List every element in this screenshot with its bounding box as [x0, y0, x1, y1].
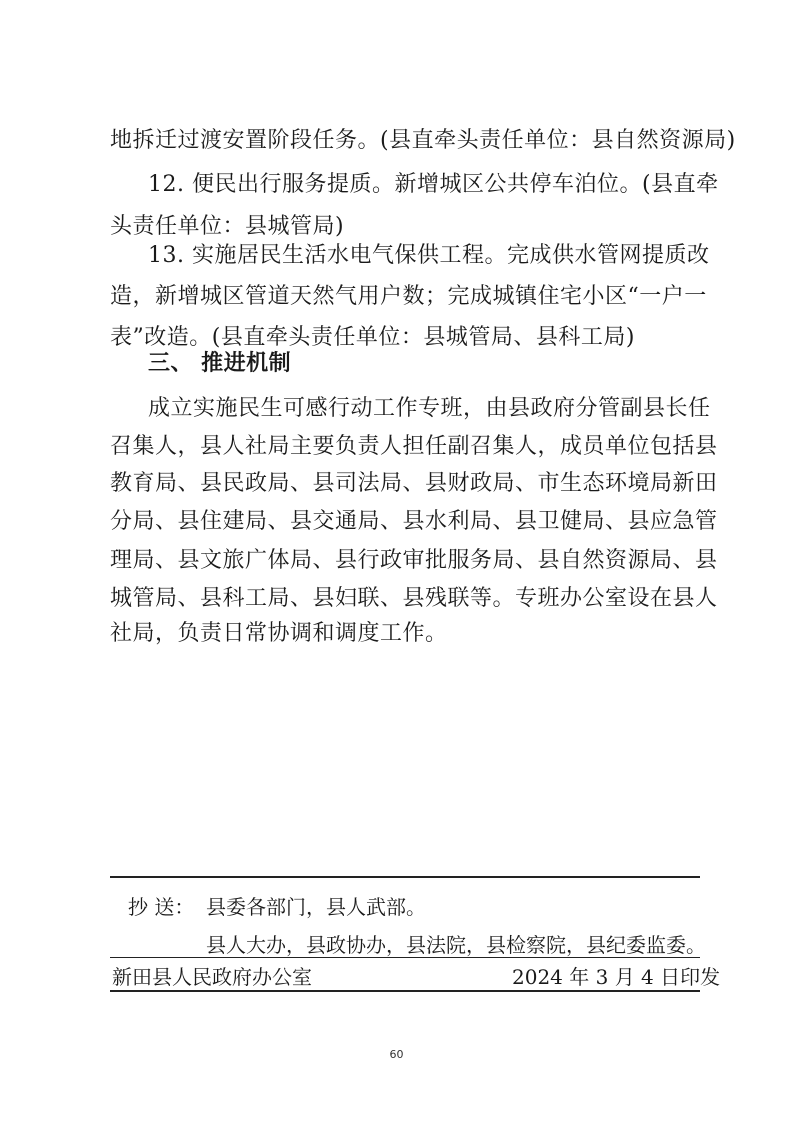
page-number: 60	[389, 1048, 404, 1061]
cc-label: 抄 送：	[128, 895, 195, 919]
body-line-2: 12. 便民出行服务提质。新增城区公共停车泊位。(县直牵	[148, 172, 719, 197]
issuer-name: 新田县人民政府办公室	[112, 965, 312, 989]
cc-line-2: 县人大办，县政协办，县法院，县检察院，县纪委监委。	[206, 933, 706, 957]
body-line-8: 成立实施民生可感行动工作专班，由县政府分管副县长任	[148, 396, 711, 421]
body-line-5: 造，新增城区管道天然气用户数；完成城镇住宅小区“一户一	[110, 284, 707, 309]
issue-date: 2024 年 3 月 4 日印发	[512, 965, 721, 989]
body-line-12: 理局、县文旅广体局、县行政审批服务局、县自然资源局、县	[110, 548, 718, 573]
body-line-3: 头责任单位：县城管局)	[110, 214, 345, 239]
body-line-4: 13. 实施居民生活水电气保供工程。完成供水管网提质改	[148, 243, 710, 268]
footer-middle-rule	[110, 957, 700, 958]
body-line-10: 教育局、县民政局、县司法局、县财政局、市生态环境局新田	[110, 471, 718, 496]
body-line-9: 召集人，县人社局主要负责人担任副召集人，成员单位包括县	[110, 434, 718, 459]
body-line-13: 城管局、县科工局、县妇联、县残联等。专班办公室设在县人	[110, 586, 718, 611]
body-line-6: 表”改造。(县直牵头责任单位：县城管局、县科工局)	[110, 325, 635, 350]
body-line-14: 社局，负责日常协调和调度工作。	[110, 621, 448, 646]
cc-line-1: 县委各部门，县人武部。	[206, 895, 426, 919]
body-line-1: 地拆迁过渡安置阶段任务。(县直牵头责任单位：县自然资源局)	[110, 128, 736, 153]
footer-bottom-rule	[110, 990, 700, 992]
footer-top-rule	[110, 876, 700, 878]
body-line-11: 分局、县住建局、县交通局、县水利局、县卫健局、县应急管	[110, 509, 718, 534]
section-heading: 三、 推进机制	[148, 351, 292, 376]
